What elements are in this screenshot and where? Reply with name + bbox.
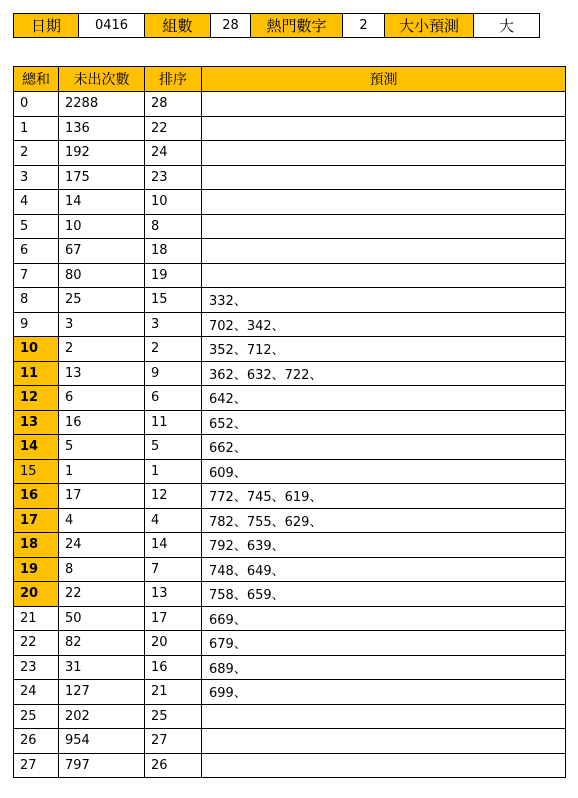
rank-cell: 27 (145, 729, 202, 754)
rank-cell: 23 (145, 165, 202, 190)
rank-cell: 8 (145, 214, 202, 239)
prediction-cell: 652、 (202, 410, 566, 435)
table-row (14, 239, 566, 264)
size-prediction-value: 大 (474, 14, 540, 38)
prediction-cell (202, 239, 566, 264)
missed-count-cell: 82 (59, 631, 145, 656)
sum-cell: 4 (14, 190, 59, 215)
rank-cell: 22 (145, 116, 202, 141)
sum-cell: 13 (14, 410, 59, 435)
rank-cell: 9 (145, 361, 202, 386)
sum-cell: 14 (14, 435, 59, 460)
table-row (14, 729, 566, 754)
prediction-cell (202, 729, 566, 754)
table-row (14, 214, 566, 239)
info-bar (13, 13, 540, 38)
rank-cell: 19 (145, 263, 202, 288)
prediction-cell: 758、659、 (202, 582, 566, 607)
missed-count-cell: 2 (59, 337, 145, 362)
missed-count-cell: 6 (59, 386, 145, 411)
col-header-missed-count: 未出次數 (59, 67, 145, 92)
sum-cell: 9 (14, 312, 59, 337)
rank-cell: 4 (145, 508, 202, 533)
missed-count-cell: 14 (59, 190, 145, 215)
missed-count-cell: 202 (59, 704, 145, 729)
prediction-cell: 362、632、722、 (202, 361, 566, 386)
rank-cell: 11 (145, 410, 202, 435)
missed-count-cell: 50 (59, 606, 145, 631)
missed-count-cell: 192 (59, 141, 145, 166)
prediction-cell: 642、 (202, 386, 566, 411)
group-count-label: 組數 (145, 14, 211, 38)
sum-cell: 8 (14, 288, 59, 313)
sum-cell: 22 (14, 631, 59, 656)
missed-count-cell: 24 (59, 533, 145, 558)
missed-count-cell: 3 (59, 312, 145, 337)
table-row (14, 704, 566, 729)
size-prediction-label: 大小預測 (385, 14, 474, 38)
rank-cell: 28 (145, 92, 202, 117)
missed-count-cell: 1 (59, 459, 145, 484)
prediction-cell (202, 704, 566, 729)
rank-cell: 17 (145, 606, 202, 631)
table-row (14, 435, 566, 460)
table-row (14, 92, 566, 117)
table-row (14, 386, 566, 411)
missed-count-cell: 22 (59, 582, 145, 607)
prediction-cell: 689、 (202, 655, 566, 680)
table-row (14, 508, 566, 533)
rank-cell: 21 (145, 680, 202, 705)
prediction-cell (202, 214, 566, 239)
table-row (14, 606, 566, 631)
rank-cell: 13 (145, 582, 202, 607)
missed-count-cell: 2288 (59, 92, 145, 117)
sum-cell: 25 (14, 704, 59, 729)
missed-count-cell: 17 (59, 484, 145, 509)
missed-count-cell: 5 (59, 435, 145, 460)
rank-cell: 24 (145, 141, 202, 166)
table-row (14, 165, 566, 190)
sum-cell: 27 (14, 753, 59, 778)
missed-count-cell: 136 (59, 116, 145, 141)
sum-cell: 7 (14, 263, 59, 288)
sum-cell: 17 (14, 508, 59, 533)
sum-cell: 21 (14, 606, 59, 631)
prediction-cell: 352、712、 (202, 337, 566, 362)
table-row (14, 410, 566, 435)
sum-cell: 16 (14, 484, 59, 509)
missed-count-cell: 80 (59, 263, 145, 288)
prediction-cell: 702、342、 (202, 312, 566, 337)
rank-cell: 20 (145, 631, 202, 656)
table-row (14, 533, 566, 558)
missed-count-cell: 175 (59, 165, 145, 190)
sum-cell: 5 (14, 214, 59, 239)
rank-cell: 6 (145, 386, 202, 411)
prediction-cell: 609、 (202, 459, 566, 484)
table-header-row (14, 67, 566, 92)
missed-count-cell: 67 (59, 239, 145, 264)
sum-cell: 26 (14, 729, 59, 754)
prediction-cell: 748、649、 (202, 557, 566, 582)
table-row (14, 655, 566, 680)
rank-cell: 18 (145, 239, 202, 264)
rank-cell: 2 (145, 337, 202, 362)
prediction-cell (202, 190, 566, 215)
rank-cell: 15 (145, 288, 202, 313)
prediction-cell (202, 753, 566, 778)
missed-count-cell: 127 (59, 680, 145, 705)
table-row (14, 361, 566, 386)
date-label: 日期 (14, 14, 79, 38)
hot-number-label: 熱門數字 (251, 14, 343, 38)
prediction-cell (202, 165, 566, 190)
missed-count-cell: 16 (59, 410, 145, 435)
table-row (14, 753, 566, 778)
prediction-cell: 792、639、 (202, 533, 566, 558)
prediction-cell: 772、745、619、 (202, 484, 566, 509)
missed-count-cell: 797 (59, 753, 145, 778)
prediction-cell: 669、 (202, 606, 566, 631)
sum-cell: 20 (14, 582, 59, 607)
prediction-table (13, 66, 566, 778)
prediction-cell: 332、 (202, 288, 566, 313)
table-row (14, 190, 566, 215)
missed-count-cell: 25 (59, 288, 145, 313)
prediction-cell (202, 141, 566, 166)
sum-cell: 1 (14, 116, 59, 141)
missed-count-cell: 31 (59, 655, 145, 680)
table-row (14, 557, 566, 582)
missed-count-cell: 4 (59, 508, 145, 533)
col-header-sum: 總和 (14, 67, 59, 92)
table-row (14, 631, 566, 656)
sum-cell: 24 (14, 680, 59, 705)
prediction-cell: 662、 (202, 435, 566, 460)
sum-cell: 10 (14, 337, 59, 362)
rank-cell: 10 (145, 190, 202, 215)
prediction-cell (202, 92, 566, 117)
date-value: 0416 (79, 14, 145, 38)
rank-cell: 7 (145, 557, 202, 582)
rank-cell: 14 (145, 533, 202, 558)
sum-cell: 0 (14, 92, 59, 117)
table-row (14, 288, 566, 313)
table-row (14, 116, 566, 141)
prediction-cell (202, 263, 566, 288)
prediction-cell: 699、 (202, 680, 566, 705)
table-row (14, 312, 566, 337)
hot-number-value: 2 (343, 14, 385, 38)
sum-cell: 12 (14, 386, 59, 411)
rank-cell: 3 (145, 312, 202, 337)
missed-count-cell: 954 (59, 729, 145, 754)
missed-count-cell: 8 (59, 557, 145, 582)
table-row (14, 582, 566, 607)
sum-cell: 2 (14, 141, 59, 166)
rank-cell: 5 (145, 435, 202, 460)
group-count-value: 28 (211, 14, 251, 38)
rank-cell: 12 (145, 484, 202, 509)
table-row (14, 459, 566, 484)
table-row (14, 141, 566, 166)
prediction-cell: 679、 (202, 631, 566, 656)
sum-cell: 18 (14, 533, 59, 558)
table-row (14, 337, 566, 362)
sum-cell: 23 (14, 655, 59, 680)
rank-cell: 1 (145, 459, 202, 484)
prediction-cell: 782、755、629、 (202, 508, 566, 533)
sum-cell: 11 (14, 361, 59, 386)
rank-cell: 25 (145, 704, 202, 729)
missed-count-cell: 13 (59, 361, 145, 386)
missed-count-cell: 10 (59, 214, 145, 239)
rank-cell: 26 (145, 753, 202, 778)
sum-cell: 15 (14, 459, 59, 484)
prediction-cell (202, 116, 566, 141)
rank-cell: 16 (145, 655, 202, 680)
table-row (14, 263, 566, 288)
table-row (14, 484, 566, 509)
sum-cell: 3 (14, 165, 59, 190)
col-header-prediction: 預測 (202, 67, 566, 92)
table-row (14, 680, 566, 705)
sum-cell: 6 (14, 239, 59, 264)
col-header-rank: 排序 (145, 67, 202, 92)
sum-cell: 19 (14, 557, 59, 582)
